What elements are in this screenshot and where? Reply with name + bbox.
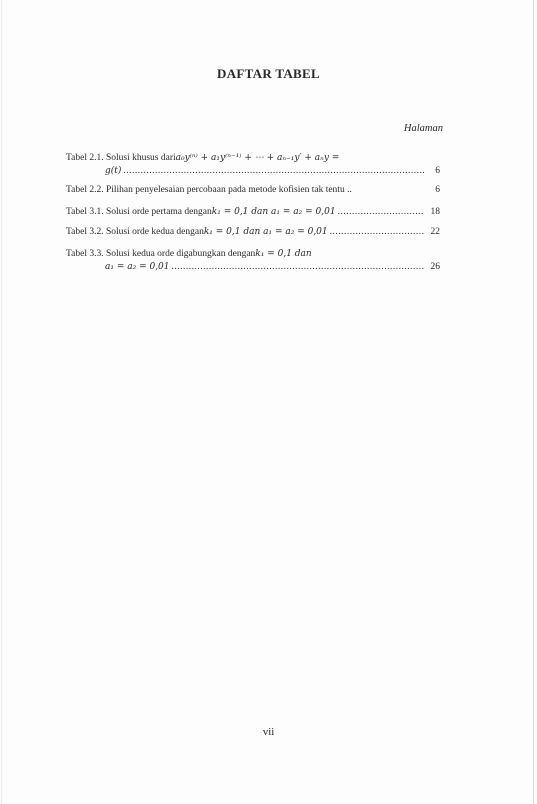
- dot-leader: [172, 261, 424, 274]
- entry-formula-cont: g(t): [105, 166, 122, 176]
- page-number-footer: vii: [262, 726, 275, 738]
- dot-leader: [330, 226, 424, 239]
- entry-page-number: 22: [430, 227, 440, 237]
- entry-formula: k₁ = 0,1 dan a₁ = a₂ = 0,01: [211, 207, 336, 217]
- toc-entry-3-3[interactable]: [66, 248, 440, 274]
- toc-line: [66, 226, 440, 239]
- entry-formula: a₀y⁽ⁿ⁾ + a₁y⁽ⁿ⁻¹⁾ + ⋯ + aₙ₋₁y′ + aₙy =: [175, 153, 340, 163]
- entry-label: Tabel 2.2. Pilihan penyelesaian percobaan pada metode kofisien tak tentu ..: [66, 185, 352, 195]
- entry-label: Tabel 3.2. Solusi orde kedua dengan: [66, 227, 204, 237]
- page-edge-left: [1, 0, 2, 804]
- toc-line-continued: [66, 165, 440, 178]
- toc-line: [66, 152, 440, 165]
- entry-formula: k₁ = 0,1 dan: [255, 249, 312, 259]
- toc-entry-3-2[interactable]: [66, 226, 440, 239]
- entry-page-number: 6: [435, 185, 440, 195]
- toc-line: [66, 184, 440, 197]
- entry-formula: k₁ = 0,1 dan a₁ = a₂ = 0,01: [203, 227, 328, 237]
- dot-leader: [338, 206, 424, 219]
- toc-line: [66, 206, 440, 219]
- entry-label: Tabel 2.1. Solusi khusus dari: [66, 153, 176, 163]
- page-title: DAFTAR TABEL: [217, 66, 320, 81]
- dot-leader: [123, 165, 424, 178]
- toc-line: [66, 248, 440, 261]
- page-column-header: Halaman: [403, 123, 443, 134]
- toc-entry-3-1[interactable]: [66, 206, 440, 219]
- toc-entry-2-2[interactable]: [66, 184, 440, 197]
- entry-label: Tabel 3.3. Solusi kedua orde digabungkan dengan: [66, 249, 256, 259]
- entry-page-number: 18: [430, 207, 440, 217]
- entry-page-number: 6: [435, 166, 440, 176]
- entry-label: Tabel 3.1. Solusi orde pertama dengan: [66, 207, 212, 217]
- entry-formula-cont: a₁ = a₂ = 0,01: [105, 262, 170, 272]
- entry-page-number: 26: [430, 262, 440, 272]
- toc-line-continued: [66, 261, 440, 274]
- toc-entry-2-1[interactable]: [66, 152, 440, 178]
- page-edge-right: [533, 0, 534, 804]
